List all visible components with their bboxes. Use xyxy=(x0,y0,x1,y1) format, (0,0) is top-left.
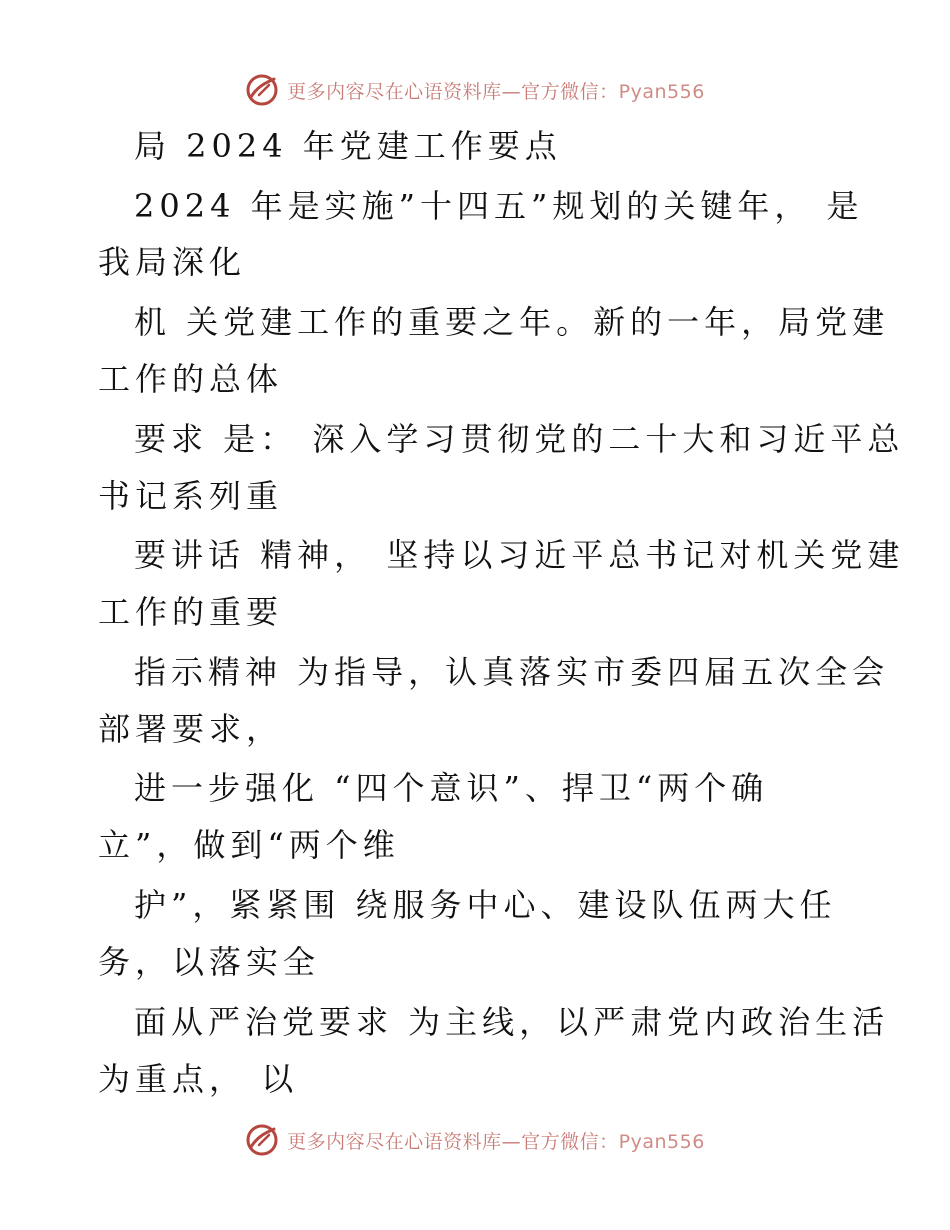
watermark-label: 更多内容尽在心语资料库—官方微信： xyxy=(287,1130,619,1153)
paragraph-line: 机 关党建工作的重要之年。新的一年，局党建 xyxy=(134,303,890,341)
pen-logo-icon xyxy=(245,73,279,107)
paragraph-line: 2024 年是实施”十四五”规划的关键年， 是 xyxy=(134,187,864,225)
paragraph-line: 我局深化 xyxy=(98,243,247,281)
paragraph-line: 为重点， 以 xyxy=(98,1060,299,1098)
watermark-text xyxy=(287,77,705,104)
pen-logo-icon xyxy=(245,1123,279,1157)
paragraph-line: 部署要求， xyxy=(98,710,284,748)
paragraph-line: 面从严治党要求 为主线，以严肃党内政治生活 xyxy=(134,1003,890,1041)
paragraph-line: 指示精神 为指导，认真落实市委四届五次全会 xyxy=(134,653,890,691)
document-title: 局 2024 年党建工作要点 xyxy=(134,127,562,165)
watermark-label: 更多内容尽在心语资料库—官方微信： xyxy=(287,80,619,103)
header-watermark xyxy=(0,70,950,110)
footer-watermark xyxy=(0,1120,950,1160)
paragraph-line: 书记系列重 xyxy=(98,477,284,515)
paragraph-line: 护”，紧紧围 绕服务中心、建设队伍两大任 xyxy=(134,886,837,924)
paragraph-line: 要讲话 精神， 坚持以习近平总书记对机关党建 xyxy=(134,536,905,574)
paragraph-line: 工作的总体 xyxy=(98,360,284,398)
paragraph-line: 务，以落实全 xyxy=(98,943,321,981)
paragraph-line: 立”，做到“两个维 xyxy=(98,826,400,864)
watermark-handle: Pyan556 xyxy=(618,80,705,103)
watermark-handle: Pyan556 xyxy=(618,1130,705,1153)
paragraph-line: 进一步强化 “四个意识”、捍卫“两个确 xyxy=(134,769,769,807)
paragraph-line: 工作的重要 xyxy=(98,593,284,631)
paragraph-line: 要求 是： 深入学习贯彻党的二十大和习近平总 xyxy=(134,420,905,458)
watermark-text xyxy=(287,1127,705,1154)
